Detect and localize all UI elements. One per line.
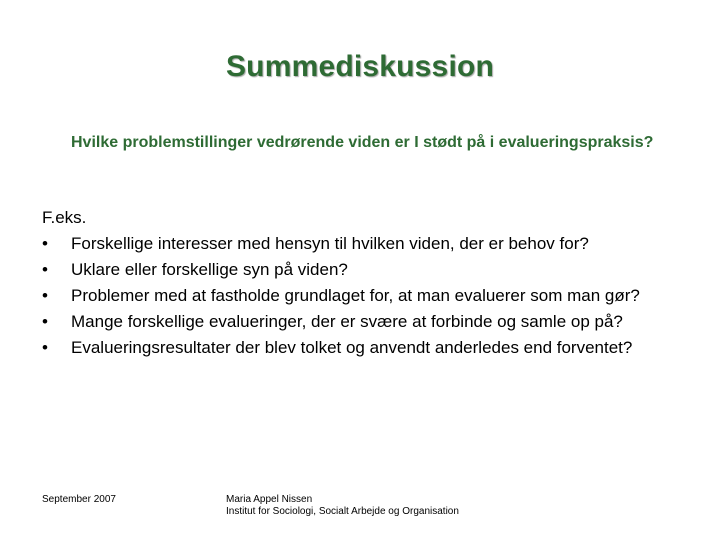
bullet-text: Forskellige interesser med hensyn til hvilken viden, der er behov for? bbox=[71, 234, 589, 253]
footer-institution: Institut for Sociologi, Socialt Arbejde og Organisation bbox=[226, 506, 459, 517]
bullet-list bbox=[42, 231, 712, 361]
bullet-item bbox=[42, 231, 712, 257]
bullet-icon: • bbox=[42, 312, 48, 331]
slide-title: Summediskussion bbox=[225, 50, 495, 83]
bullet-item bbox=[42, 309, 712, 335]
footer-author-name: Maria Appel Nissen bbox=[226, 494, 313, 505]
bullet-text: Mange forskellige evalueringer, der er svære at forbinde og samle op på? bbox=[71, 312, 623, 331]
bullet-item bbox=[42, 283, 712, 309]
examples-lead: F.eks. bbox=[42, 208, 87, 227]
bullet-item bbox=[42, 257, 712, 283]
bullet-icon: • bbox=[42, 338, 48, 357]
bullet-item bbox=[42, 335, 712, 361]
bullet-text: Problemer med at fastholde grundlaget for, at man evaluerer som man gør? bbox=[71, 286, 640, 305]
examples-section bbox=[42, 205, 712, 361]
bullet-text: Evalueringsresultater der blev tolket og anvendt anderledes end forventet? bbox=[71, 338, 633, 357]
discussion-question: Hvilke problemstillinger vedrørende viden er I stødt på i evalueringspraksis? bbox=[71, 134, 654, 151]
footer-date: September 2007 bbox=[42, 494, 116, 505]
bullet-icon: • bbox=[42, 260, 48, 279]
bullet-text: Uklare eller forskellige syn på viden? bbox=[71, 260, 348, 279]
bullet-icon: • bbox=[42, 286, 48, 305]
bullet-icon: • bbox=[42, 234, 48, 253]
footer-author-block bbox=[226, 494, 459, 518]
